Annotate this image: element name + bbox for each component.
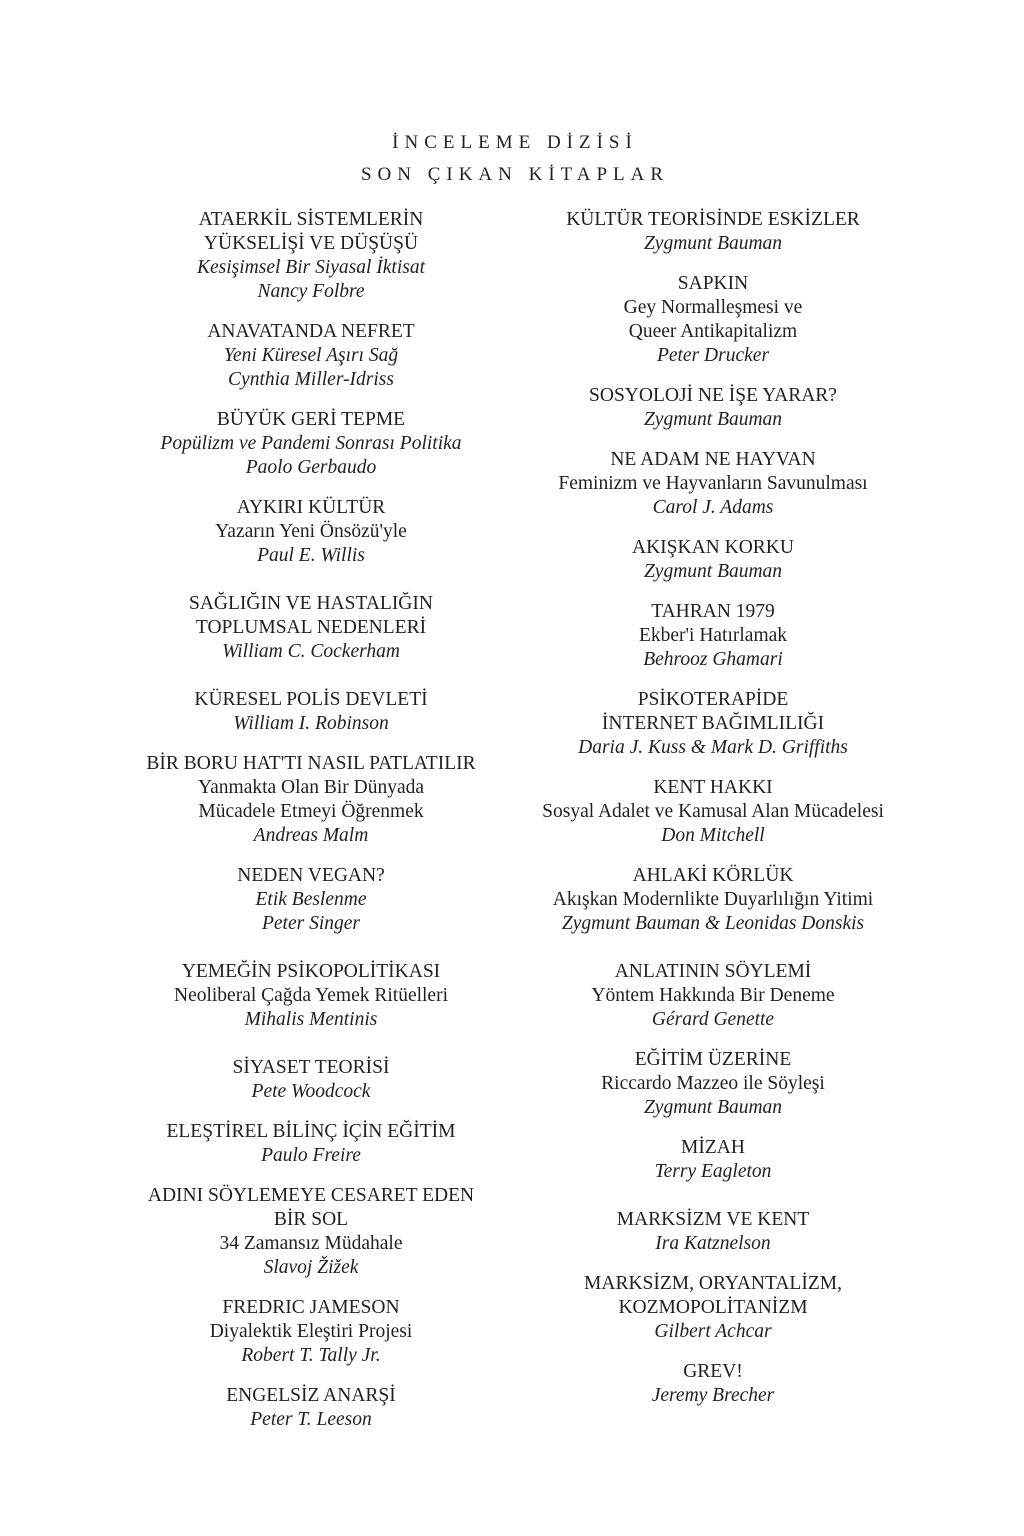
book-title: NEDEN VEGAN? [237, 865, 385, 886]
book-title: NE ADAM NE HAYVAN [610, 449, 816, 470]
book-subtitle: Yazarın Yeni Önsözü'yle [215, 521, 407, 542]
book-author: Peter Drucker [656, 345, 770, 366]
left-book-column [110, 208, 512, 1448]
book-title: SOSYOLOJİ NE İŞE YARAR? [589, 385, 837, 406]
book-author: Etik Beslenme [255, 889, 367, 910]
series-name: İNCELEME DİZİSİ [392, 132, 638, 153]
book-title: YEMEĞİN PSİKOPOLİTİKASI [181, 961, 441, 982]
book-subtitle: Diyalektik Eleştiri Projesi [209, 1321, 413, 1342]
book-subtitle: Neoliberal Çağda Yemek Ritüelleri [173, 985, 449, 1006]
book-title: BİR SOL [273, 1209, 349, 1230]
book-entry [512, 776, 914, 848]
book-author: Gilbert Achcar [654, 1321, 772, 1342]
book-author: Slavoj Žižek [263, 1257, 359, 1278]
book-author: Gérard Genette [651, 1009, 775, 1030]
book-entry [110, 752, 512, 848]
book-title: AHLAKİ KÖRLÜK [632, 865, 794, 886]
book-author: Zygmunt Bauman [643, 409, 783, 430]
book-author: Yeni Küresel Aşırı Sağ [223, 345, 399, 366]
book-entry [512, 1048, 914, 1120]
book-author: Behrooz Ghamari [643, 649, 783, 670]
book-title: MİZAH [681, 1137, 745, 1158]
book-entry [512, 384, 914, 432]
book-author: Don Mitchell [661, 825, 765, 846]
book-entry [110, 208, 512, 304]
book-title: BÜYÜK GERİ TEPME [216, 409, 406, 430]
book-subtitle: Sosyal Adalet ve Kamusal Alan Mücadelesi [542, 801, 884, 822]
book-title: FREDRIC JAMESON [222, 1297, 400, 1318]
book-entry [110, 1056, 512, 1104]
book-title: İNTERNET BAĞIMLILIĞI [601, 713, 825, 734]
book-author: Peter Singer [261, 913, 360, 934]
book-title: KOZMOPOLİTANİZM [618, 1297, 808, 1318]
book-author: Peter T. Leeson [250, 1409, 372, 1430]
book-title: AKIŞKAN KORKU [632, 537, 794, 558]
book-entry [512, 960, 914, 1032]
book-entry [512, 208, 914, 256]
book-author: Paulo Freire [261, 1145, 361, 1166]
book-author: Nancy Folbre [257, 281, 365, 302]
book-entry [110, 960, 512, 1032]
book-subtitle: Akışkan Modernlikte Duyarlılığın Yitimi [552, 889, 874, 910]
book-entry [110, 1120, 512, 1168]
book-entry [110, 864, 512, 936]
book-author: Zygmunt Bauman & Leonidas Donskis [561, 913, 865, 934]
book-author: Carol J. Adams [652, 497, 774, 518]
book-author: Zygmunt Bauman [643, 561, 783, 582]
book-title: EĞİTİM ÜZERİNE [634, 1049, 792, 1070]
right-book-column [512, 208, 914, 1424]
book-author: Jeremy Brecher [651, 1385, 775, 1406]
book-title: BİR BORU HAT'TI NASIL PATLATILIR [146, 753, 476, 774]
book-entry [512, 1360, 914, 1408]
book-title: PSİKOTERAPİDE [637, 689, 789, 710]
book-author: Pete Woodcock [251, 1081, 371, 1102]
book-entry [110, 592, 512, 664]
book-subtitle: Ekber'i Hatırlamak [638, 625, 788, 646]
book-author: Ira Katznelson [655, 1233, 771, 1254]
book-title: MARKSİZM VE KENT [616, 1209, 810, 1230]
series-header [0, 127, 1024, 191]
book-title: AYKIRI KÜLTÜR [236, 497, 386, 518]
book-title: ADINI SÖYLEMEYE CESARET EDEN [147, 1185, 475, 1206]
book-title: GREV! [683, 1361, 743, 1382]
book-title: YÜKSELİŞİ VE DÜŞÜŞÜ [203, 233, 419, 254]
book-entry [110, 1296, 512, 1368]
book-entry [512, 1272, 914, 1344]
series-subheading: SON ÇIKAN KİTAPLAR [360, 164, 670, 185]
book-subtitle: Queer Antikapitalizm [628, 321, 798, 342]
book-subtitle: Riccardo Mazzeo ile Söyleşi [601, 1073, 825, 1094]
book-author: Popülizm ve Pandemi Sonrası Politika [160, 433, 462, 454]
book-author: Mihalis Mentinis [244, 1009, 378, 1030]
book-title: SİYASET TEORİSİ [232, 1057, 390, 1078]
book-entry [110, 496, 512, 568]
book-author: Terry Eagleton [654, 1161, 772, 1182]
book-entry [110, 320, 512, 392]
book-author: William C. Cockerham [222, 641, 400, 662]
book-entry [512, 1136, 914, 1184]
book-entry [110, 688, 512, 736]
book-title: ATAERKİL SİSTEMLERİN [198, 209, 424, 230]
book-title: ELEŞTİREL BİLİNÇ İÇİN EĞİTİM [166, 1121, 456, 1142]
book-author: Paolo Gerbaudo [245, 457, 377, 478]
book-entry [110, 408, 512, 480]
book-entry [110, 1184, 512, 1280]
book-title: TAHRAN 1979 [651, 601, 775, 622]
book-subtitle: Feminizm ve Hayvanların Savunulması [558, 473, 868, 494]
book-title: KÜRESEL POLİS DEVLETİ [194, 689, 428, 710]
book-entry [512, 1208, 914, 1256]
book-entry [512, 448, 914, 520]
book-title: KÜLTÜR TEORİSİNDE ESKİZLER [566, 209, 860, 230]
book-title: ENGELSİZ ANARŞİ [226, 1385, 396, 1406]
book-entry [512, 864, 914, 936]
book-entry [512, 600, 914, 672]
book-author: William I. Robinson [233, 713, 389, 734]
book-title: MARKSİZM, ORYANTALİZM, [584, 1273, 842, 1294]
book-subtitle: 34 Zamansız Müdahale [219, 1233, 403, 1254]
book-entry [512, 272, 914, 368]
book-entry [512, 536, 914, 584]
book-entry [110, 1384, 512, 1432]
book-subtitle: Yanmakta Olan Bir Dünyada [197, 777, 425, 798]
book-author: Robert T. Tally Jr. [241, 1345, 381, 1366]
book-author: Paul E. Willis [257, 545, 365, 566]
book-author: Kesişimsel Bir Siyasal İktisat [196, 257, 426, 278]
book-title: KENT HAKKI [653, 777, 773, 798]
book-title: ANLATININ SÖYLEMİ [614, 961, 812, 982]
book-entry [512, 688, 914, 760]
book-author: Cynthia Miller-Idriss [228, 369, 394, 390]
book-title: SAĞLIĞIN VE HASTALIĞIN [189, 593, 433, 614]
book-subtitle: Mücadele Etmeyi Öğrenmek [198, 801, 424, 822]
book-title: SAPKIN [677, 273, 749, 294]
book-subtitle: Gey Normalleşmesi ve [623, 297, 803, 318]
book-author: Zygmunt Bauman [643, 233, 783, 254]
book-author: Zygmunt Bauman [643, 1097, 783, 1118]
book-subtitle: Yöntem Hakkında Bir Deneme [591, 985, 835, 1006]
book-title: TOPLUMSAL NEDENLERİ [195, 617, 427, 638]
book-author: Andreas Malm [253, 825, 369, 846]
book-title: ANAVATANDA NEFRET [207, 321, 415, 342]
book-author: Daria J. Kuss & Mark D. Griffiths [578, 737, 848, 758]
